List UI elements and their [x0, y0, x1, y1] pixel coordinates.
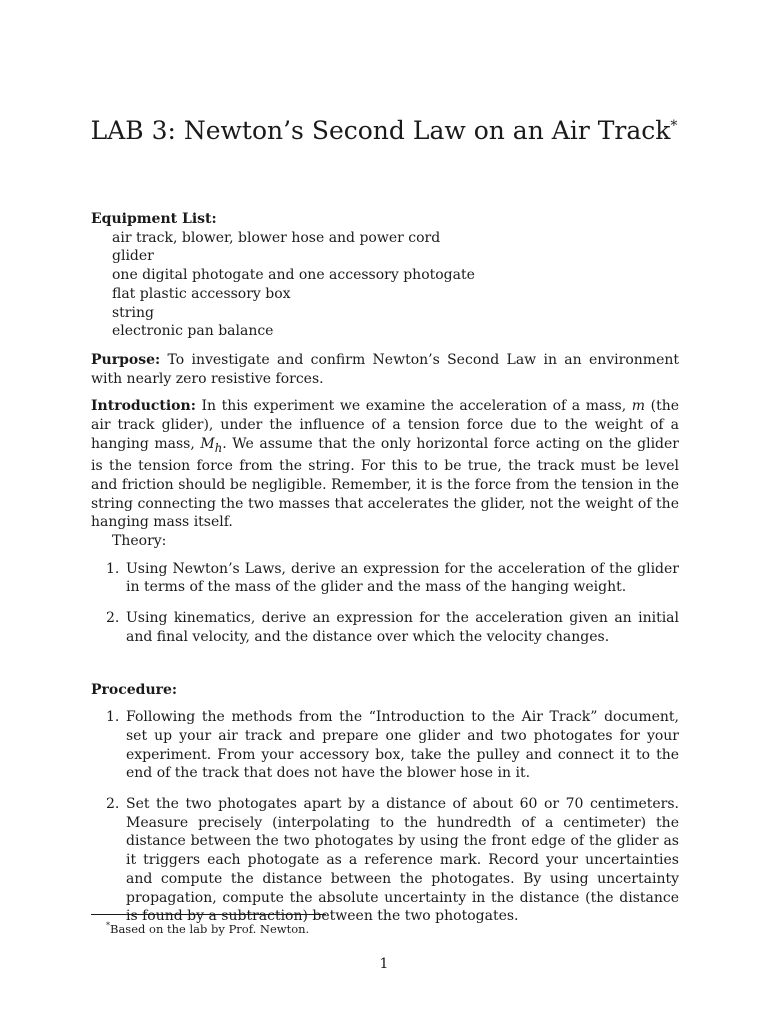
theory-item-text: Using Newton’s Laws, derive an expression for the acceleration of the glider in terms of the mass of the glider and the mass of the hanging weight.: [126, 560, 679, 596]
theory-item: [91, 609, 679, 646]
introduction-paragraph: [91, 397, 679, 532]
theory-item: [91, 560, 679, 597]
equipment-list: [91, 229, 679, 341]
purpose-text: To investigate and confirm Newton’s Second Law in an environment with nearly zero resistive forces.: [91, 351, 679, 387]
theory-list: [91, 560, 679, 647]
equipment-item: glider: [112, 248, 154, 265]
procedure-item-text: Following the methods from the “Introduction to the Air Track” document, set up your air track and prepare one glider and two photogates for your experiment. From your accessory box, take the pulley and connect it to the end of the track that does not have the blower hose in it.: [126, 709, 679, 782]
footnote-rule: [91, 914, 326, 915]
equipment-item: string: [112, 304, 154, 321]
procedure-item-number: 1.: [106, 709, 120, 726]
introduction-text-b: (the air track glider), under the influence of a tension force due to the weight of a hanging mass,: [91, 398, 680, 452]
introduction-heading: Introduction:: [91, 398, 196, 415]
equipment-item: flat plastic accessory box: [112, 285, 291, 302]
footnote: [106, 918, 309, 937]
procedure-item: [91, 708, 679, 783]
introduction-text-c: . We assume that the only horizontal force acting on the glider is the tension force from the string. For this to be true, the track must be level and friction should be negligible. Remember, it is the force from the tension in the string connecting the two masses that accelerates the glider, not the weight of the hanging mass itself.: [91, 435, 679, 531]
procedure-item: [91, 795, 679, 926]
footnote-text: Based on the lab by Prof. Newton.: [110, 922, 310, 936]
procedure-item-number: 2.: [106, 796, 120, 813]
procedure-item-text: Set the two photogates apart by a distance of about 60 or 70 centimeters. Measure precisely (interpolating to the hundredth of a centimeter) the distance between the two photogates by using the front edge of the glider as it triggers each photogate as a reference mark. Record your uncertainties and compute the distance between the photogates. By using uncertainty propagation, compute the absolute uncertainty in the distance (the distance is found by a subtraction) between the two photogates.: [126, 796, 679, 925]
theory-label: Theory:: [112, 533, 167, 550]
introduction-text-a: In this experiment we examine the acceleration of a mass,: [201, 398, 627, 415]
purpose-heading: Purpose:: [91, 351, 161, 368]
equipment-item: electronic pan balance: [112, 323, 274, 340]
theory-item-text: Using kinematics, derive an expression for the acceleration given an initial and final velocity, and the distance over which the velocity changes.: [126, 610, 679, 645]
equipment-item: one digital photogate and one accessory photogate: [112, 267, 475, 284]
title-text: LAB 3: Newton’s Second Law on an Air Track: [90, 115, 671, 145]
equipment-heading: Equipment List:: [91, 211, 217, 227]
page-number: 1: [379, 956, 389, 972]
symbol-M-subscript: h: [214, 440, 223, 455]
procedure-heading: Procedure:: [91, 681, 178, 698]
symbol-m: m: [631, 398, 646, 415]
symbol-M: M: [200, 435, 215, 452]
procedure-list: [91, 708, 679, 926]
theory-item-number: 1.: [106, 560, 120, 577]
footnote-mark: *: [106, 921, 110, 930]
equipment-item: air track, blower, blower hose and power cord: [112, 229, 441, 246]
title-footnote-mark: *: [670, 117, 678, 134]
theory-item-number: 2.: [106, 610, 120, 627]
body-content: [91, 210, 679, 938]
purpose-paragraph: [91, 351, 679, 388]
page-title: [0, 116, 768, 145]
